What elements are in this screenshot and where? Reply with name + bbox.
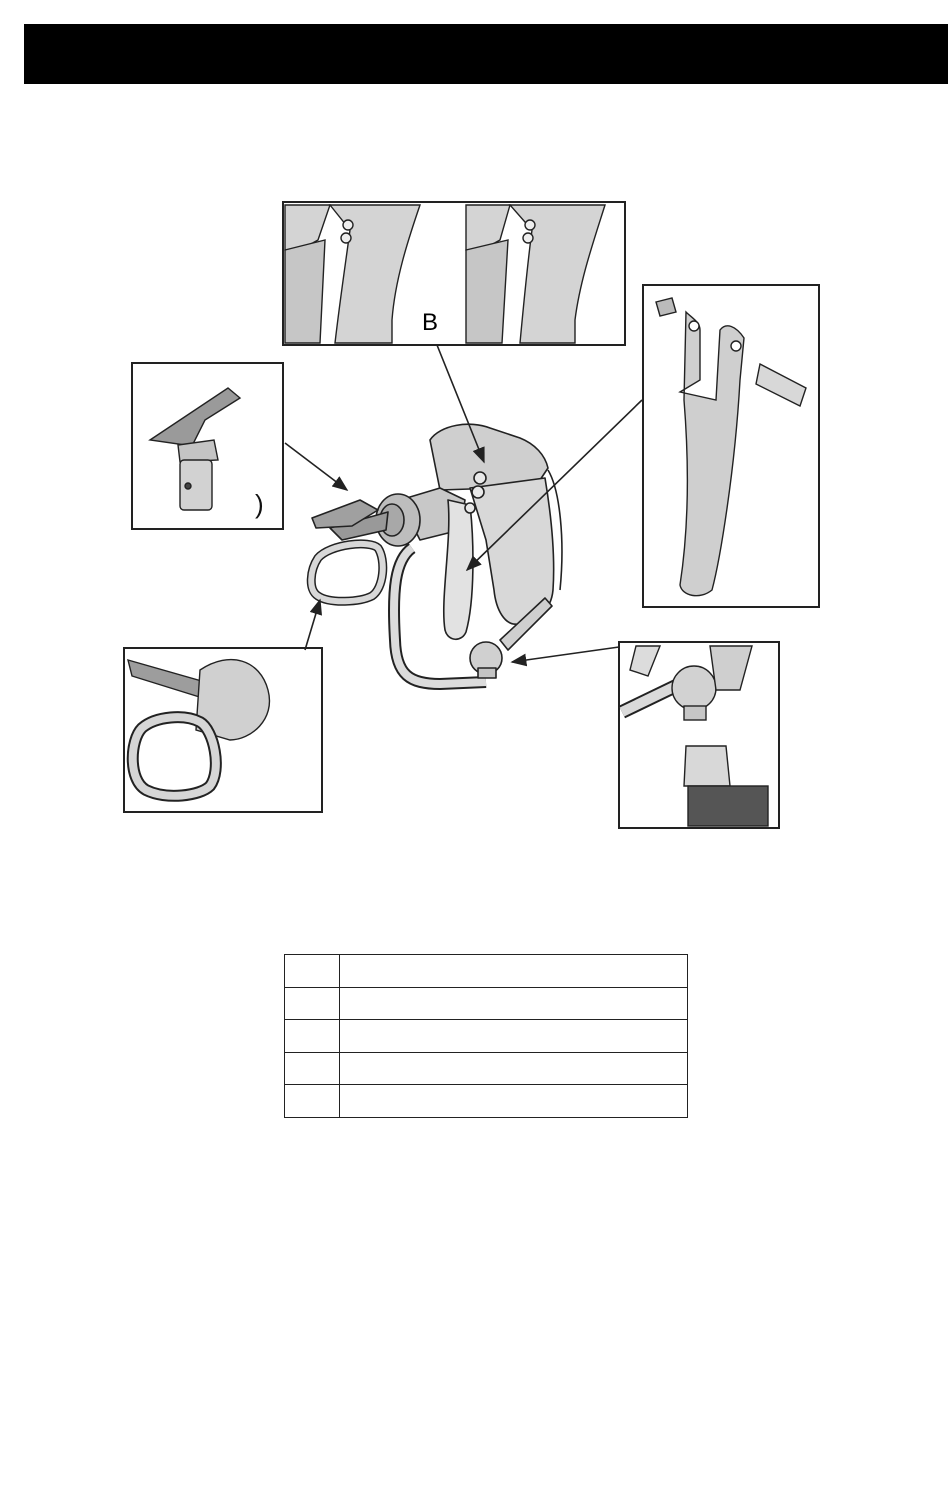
table-row <box>285 1052 688 1085</box>
part-number-cell <box>285 1085 340 1118</box>
table-row <box>285 1085 688 1118</box>
part-description-cell <box>340 955 688 988</box>
spray-gun-icon <box>311 424 562 684</box>
table-row <box>285 987 688 1020</box>
spray-tip-detail <box>132 363 283 529</box>
tip-guard-detail <box>124 648 322 812</box>
trigger-guard-detail <box>643 285 819 607</box>
part-description-cell <box>340 987 688 1020</box>
part-number-cell <box>285 1052 340 1085</box>
callout-label-b: B <box>422 309 439 336</box>
hose-fitting-detail <box>619 642 779 828</box>
callout-label-c: ) <box>255 489 264 519</box>
part-description-cell <box>340 1085 688 1118</box>
table-row <box>285 955 688 988</box>
part-description-cell <box>340 1052 688 1085</box>
trigger-lock-detail <box>283 202 625 345</box>
part-number-cell <box>285 987 340 1020</box>
parts-table <box>284 954 688 1118</box>
table-row <box>285 1020 688 1053</box>
part-number-cell <box>285 1020 340 1053</box>
part-description-cell <box>340 1020 688 1053</box>
part-number-cell <box>285 955 340 988</box>
